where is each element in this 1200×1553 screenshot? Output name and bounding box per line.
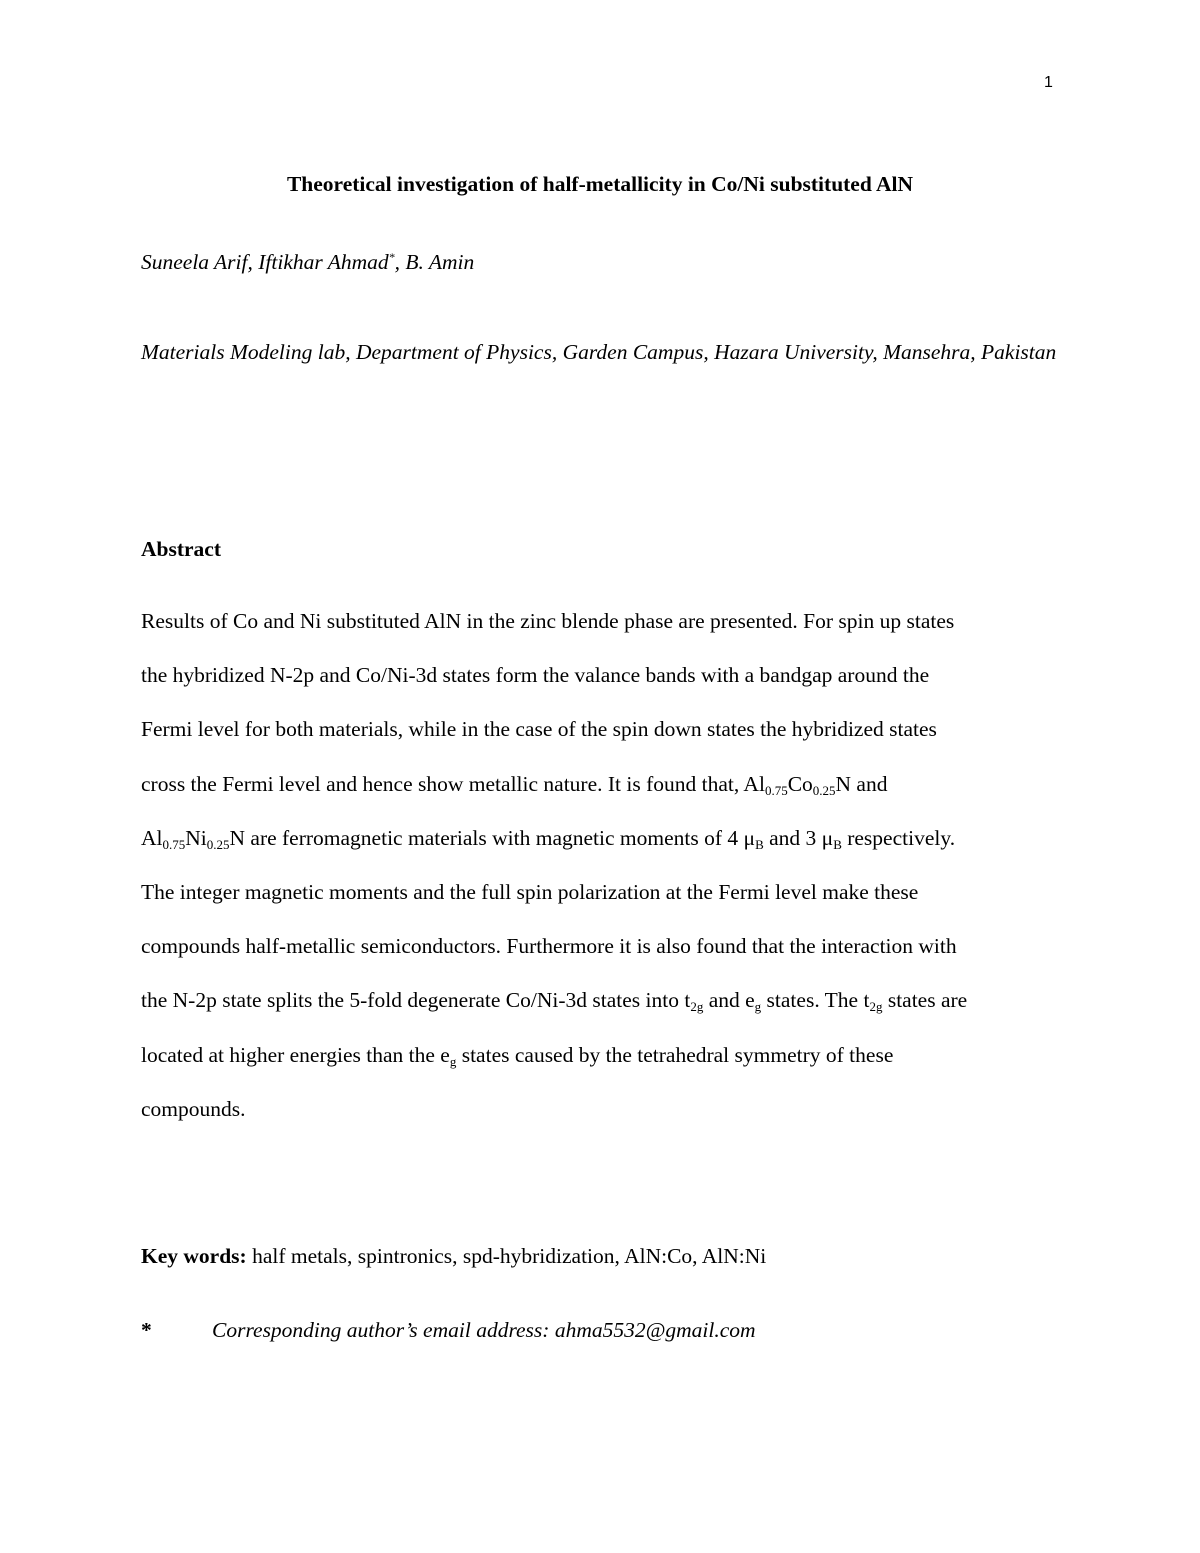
text-run: states. The t [761, 988, 870, 1013]
abstract-line [141, 988, 1071, 1042]
abstract-heading: Abstract [141, 537, 222, 561]
subscript: 2g [869, 999, 883, 1015]
author-names: Suneela Arif, Iftikhar Ahmad [141, 250, 389, 274]
keywords-label: Key words: [141, 1244, 247, 1268]
page-number: 1 [1044, 74, 1053, 91]
text-run: N are ferromagnetic materials with magnetic moments of 4 μ [229, 825, 756, 850]
text-run: located at higher energies than the e [141, 1042, 450, 1067]
abstract-line: Results of Co and Ni substituted AlN in the zinc blende phase are presented. For spin up states [141, 609, 955, 633]
text-run: states caused by the tetrahedral symmetry of these [456, 1042, 894, 1067]
subscript: 0.75 [764, 782, 788, 798]
text-run: Co [787, 771, 813, 796]
author-list [141, 250, 474, 275]
subscript: 2g [690, 999, 704, 1015]
abstract-line: compounds half-metallic semiconductors. Furthermore it is also found that the interaction with [141, 934, 957, 959]
subscript: g [754, 999, 762, 1015]
text-run: and 3 μ [763, 825, 834, 850]
subscript: B [755, 836, 764, 852]
abstract-line: compounds. [141, 1096, 246, 1121]
abstract-line: The integer magnetic moments and the full spin polarization at the Fermi level make these [141, 879, 919, 904]
affiliation: Materials Modeling lab, Department of Physics, Garden Campus, Hazara University, Mansehra, Pakistan [141, 340, 1057, 364]
text-run: N and [835, 771, 888, 796]
footnote-text: Corresponding author’s email address: ahma5532@gmail.com [212, 1318, 756, 1342]
corresponding-author-mark: * [388, 250, 395, 264]
subscript: g [449, 1053, 457, 1069]
text-run: respectively. [841, 825, 956, 850]
subscript: 0.25 [206, 836, 230, 852]
subscript: 0.25 [812, 782, 836, 798]
abstract-line [141, 826, 1071, 880]
abstract-line: the hybridized N-2p and Co/Ni-3d states form the valance bands with a bandgap around the [141, 663, 930, 688]
subscript: 0.75 [162, 836, 186, 852]
text-run: and e [703, 988, 755, 1013]
text-run: Ni [185, 825, 207, 850]
text-run: the N-2p state splits the 5-fold degenerate Co/Ni-3d states into t [141, 988, 691, 1013]
footnote-mark: * [141, 1318, 152, 1342]
text-run: states are [882, 988, 968, 1013]
paper-title: Theoretical investigation of half-metallicity in Co/Ni substituted AlN [286, 172, 914, 196]
abstract-body [141, 609, 1071, 1151]
keywords [141, 1244, 766, 1269]
abstract-line [141, 772, 1071, 826]
text-run: cross the Fermi level and hence show metallic nature. It is found that, Al [141, 771, 765, 796]
author-names-rest: , B. Amin [394, 250, 475, 274]
text-run: Al [141, 825, 163, 850]
keywords-text: half metals, spintronics, spd-hybridization, AlN:Co, AlN:Ni [246, 1244, 767, 1268]
footnote [141, 1318, 756, 1343]
abstract-line: Fermi level for both materials, while in the case of the spin down states the hybridized states [141, 717, 937, 742]
abstract-line [141, 1043, 1071, 1097]
subscript: B [833, 836, 842, 852]
